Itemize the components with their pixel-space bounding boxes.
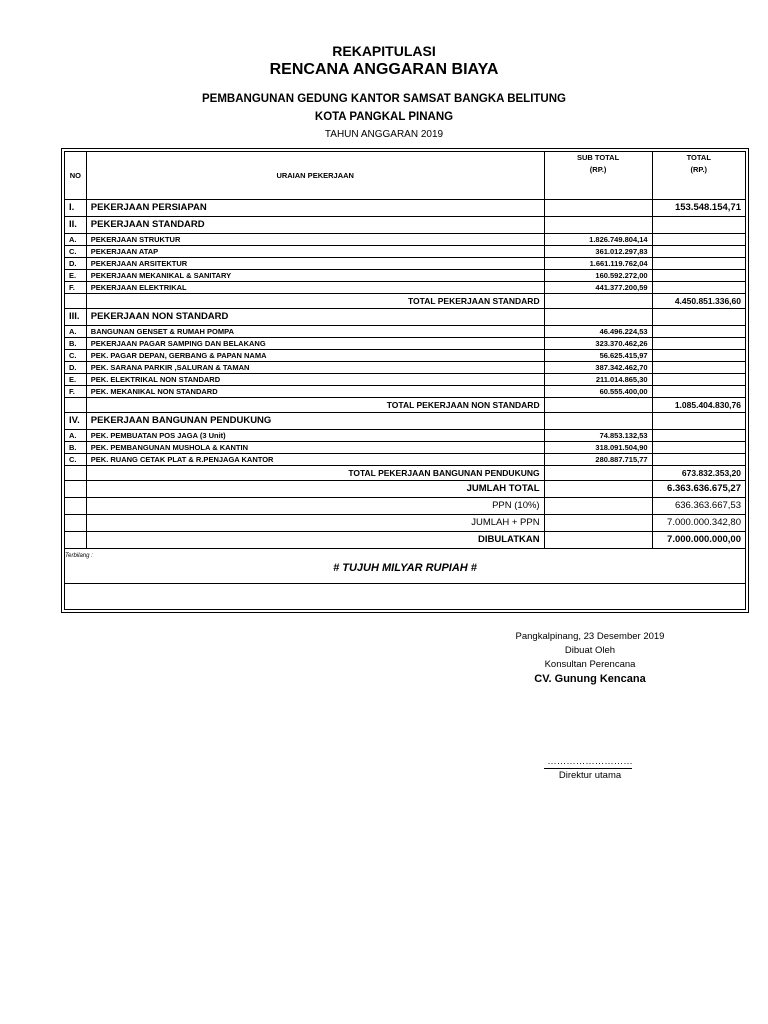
signature-dots: ……………………… (547, 756, 633, 767)
signature-made-by: Dibuat Oleh (564, 645, 616, 656)
section-total-label: TOTAL PEKERJAAN BANGUNAN PENDUKUNG (86, 466, 544, 481)
item-row (65, 350, 746, 362)
item-label: PEKERJAAN MEKANIKAL & SANITARY (86, 270, 544, 282)
section-total-label: TOTAL PEKERJAAN NON STANDARD (86, 398, 544, 413)
summary-row (65, 481, 746, 498)
summary-row (65, 515, 746, 532)
item-no: C. (65, 454, 87, 466)
item-label: PEK. RUANG CETAK PLAT & R.PENJAGA KANTOR (86, 454, 544, 466)
section-total-value: 673.832.353,20 (652, 466, 745, 481)
section-total-value: 1.085.404.830,76 (652, 398, 745, 413)
item-no: F. (65, 386, 87, 398)
item-no: D. (65, 362, 87, 374)
item-row (65, 362, 746, 374)
section-label: PEKERJAAN NON STANDARD (86, 309, 544, 326)
budget-year: TAHUN ANGGARAN 2019 (324, 129, 444, 140)
terbilang-row (65, 549, 746, 584)
section-total: 153.548.154,71 (652, 200, 745, 217)
item-row (65, 246, 746, 258)
project-city: KOTA PANGKAL PINANG (314, 111, 454, 123)
item-no: A. (65, 234, 87, 246)
jumlah-ppn-value: 7.000.000.342,80 (652, 515, 745, 532)
jumlah-total-value: 6.363.636.675,27 (652, 481, 745, 498)
item-label: PEK. PAGAR DEPAN, GERBANG & PAPAN NAMA (86, 350, 544, 362)
item-label: PEK. SARANA PARKIR ,SALURAN & TAMAN (86, 362, 544, 374)
header-total-unit: (RP.) (690, 165, 708, 174)
item-label: PEKERJAAN ARSITEKTUR (86, 258, 544, 270)
section-total-row (65, 466, 746, 481)
signature-line (544, 768, 632, 769)
item-label: PEKERJAAN ATAP (86, 246, 544, 258)
section-total-row (65, 294, 746, 309)
doc-title-rekapitulasi: REKAPITULASI (332, 43, 436, 59)
item-row (65, 430, 746, 442)
item-row (65, 454, 746, 466)
header-subtotal-label: SUB TOTAL (576, 153, 620, 162)
item-no: A. (65, 430, 87, 442)
item-amount: 60.555.400,00 (544, 386, 652, 398)
item-amount: 441.377.200,59 (544, 282, 652, 294)
signature-role: Konsultan Perencana (544, 659, 636, 670)
item-no: E. (65, 270, 87, 282)
item-amount: 46.496.224,53 (544, 326, 652, 338)
item-label: PEKERJAAN STRUKTUR (86, 234, 544, 246)
item-no: C. (65, 246, 87, 258)
section-total-value: 4.450.851.336,60 (652, 294, 745, 309)
table-header-row (65, 152, 746, 200)
section-no: IV. (65, 413, 87, 430)
terbilang-cell (65, 549, 746, 584)
item-label: PEK. PEMBUATAN POS JAGA (3 Unit) (86, 430, 544, 442)
signature-company: CV. Gunung Kencana (534, 673, 646, 685)
item-amount: 387.342.462,70 (544, 362, 652, 374)
item-no: C. (65, 350, 87, 362)
item-amount: 318.091.504,90 (544, 442, 652, 454)
item-row (65, 234, 746, 246)
item-row (65, 442, 746, 454)
item-row (65, 282, 746, 294)
ppn-value: 636.363.667,53 (652, 498, 745, 515)
signature-place-date: Pangkalpinang, 23 Desember 2019 (515, 631, 665, 642)
item-no: D. (65, 258, 87, 270)
jumlah-ppn-label: JUMLAH + PPN (86, 515, 544, 532)
item-no: F. (65, 282, 87, 294)
item-row (65, 338, 746, 350)
item-amount: 323.370.462,26 (544, 338, 652, 350)
section-total-label: TOTAL PEKERJAAN STANDARD (86, 294, 544, 309)
section-row (65, 200, 746, 217)
recap-table (64, 151, 746, 584)
summary-row (65, 532, 746, 549)
item-label: PEK. PEMBANGUNAN MUSHOLA & KANTIN (86, 442, 544, 454)
item-no: B. (65, 338, 87, 350)
item-row (65, 270, 746, 282)
item-amount: 361.012.297,83 (544, 246, 652, 258)
item-amount: 74.853.132,53 (544, 430, 652, 442)
item-no: A. (65, 326, 87, 338)
dibulatkan-value: 7.000.000.000,00 (652, 532, 745, 549)
header-total-label: TOTAL (686, 153, 711, 162)
doc-title-rab: RENCANA ANGGARAN BIAYA (269, 61, 499, 78)
item-label: BANGUNAN GENSET & RUMAH POMPA (86, 326, 544, 338)
section-no: II. (65, 217, 87, 234)
item-row (65, 374, 746, 386)
section-no: I. (65, 200, 87, 217)
item-amount: 1.661.119.762,04 (544, 258, 652, 270)
jumlah-total-label: JUMLAH TOTAL (86, 481, 544, 498)
item-row (65, 386, 746, 398)
ppn-label: PPN (10%) (86, 498, 544, 515)
header-subtotal-unit: (RP.) (589, 165, 607, 174)
header-uraian: URAIAN PEKERJAAN (86, 152, 544, 200)
dibulatkan-label: DIBULATKAN (86, 532, 544, 549)
terbilang-label: Terbilang : (65, 553, 93, 559)
item-row (65, 326, 746, 338)
header-no: NO (65, 152, 87, 200)
item-label: PEK. ELEKTRIKAL NON STANDARD (86, 374, 544, 386)
item-no: E. (65, 374, 87, 386)
item-label: PEKERJAAN PAGAR SAMPING DAN BELAKANG (86, 338, 544, 350)
item-label: PEKERJAAN ELEKTRIKAL (86, 282, 544, 294)
section-row (65, 217, 746, 234)
signature-title: Direktur utama (558, 770, 622, 781)
summary-row (65, 498, 746, 515)
section-label: PEKERJAAN STANDARD (86, 217, 544, 234)
item-no: B. (65, 442, 87, 454)
terbilang-text: # TUJUH MILYAR RUPIAH # (333, 562, 477, 574)
item-amount: 1.826.749.804,14 (544, 234, 652, 246)
item-amount: 211.014.865,30 (544, 374, 652, 386)
item-amount: 56.625.415,97 (544, 350, 652, 362)
project-name: PEMBANGUNAN GEDUNG KANTOR SAMSAT BANGKA BELITUNG (202, 93, 566, 105)
item-amount: 160.592.272,00 (544, 270, 652, 282)
header-total (652, 152, 745, 200)
section-total-row (65, 398, 746, 413)
section-row (65, 413, 746, 430)
item-label: PEK. MEKANIKAL NON STANDARD (86, 386, 544, 398)
section-row (65, 309, 746, 326)
item-row (65, 258, 746, 270)
header-subtotal (544, 152, 652, 200)
item-amount: 280.887.715,77 (544, 454, 652, 466)
section-no: III. (65, 309, 87, 326)
section-label: PEKERJAAN BANGUNAN PENDUKUNG (86, 413, 544, 430)
section-label: PEKERJAAN PERSIAPAN (86, 200, 544, 217)
